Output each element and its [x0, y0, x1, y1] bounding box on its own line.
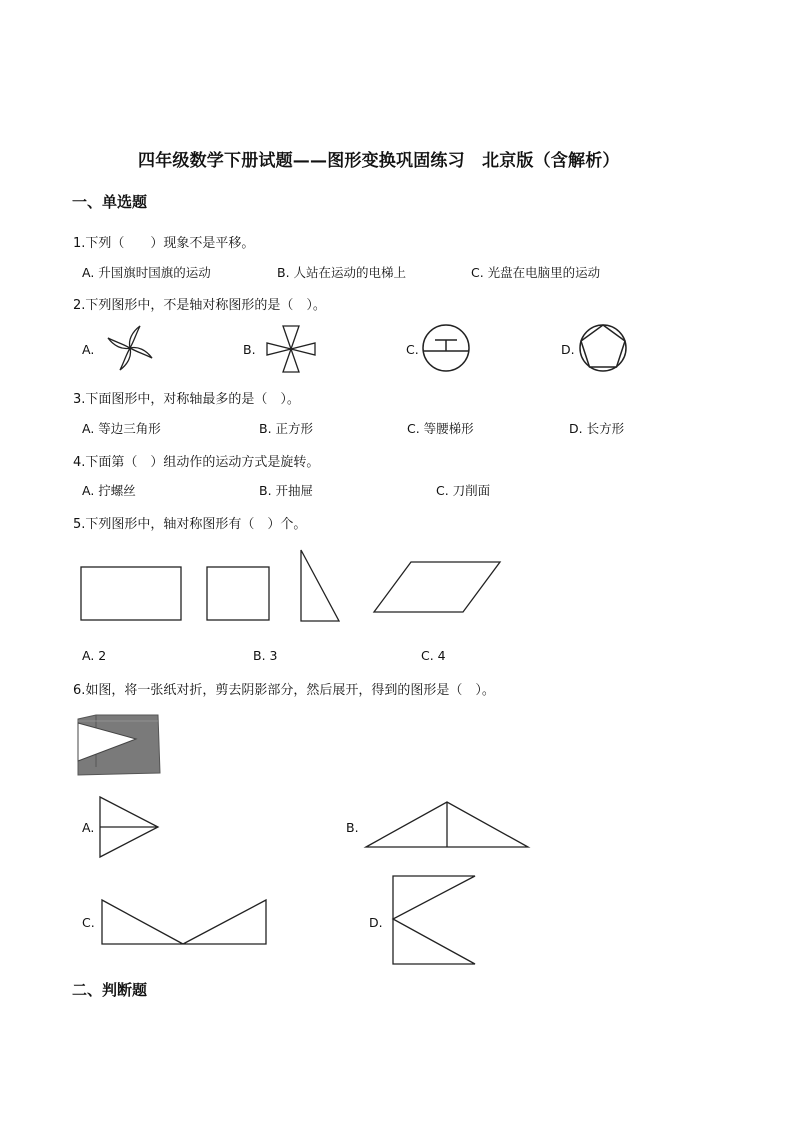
q1-option-b[interactable]: B. 人站在运动的电梯上	[277, 265, 407, 280]
rectangle-shape	[81, 567, 181, 620]
q4-option-a[interactable]: A. 拧螺丝	[82, 483, 136, 498]
q2-option-c[interactable]: C.	[406, 342, 419, 357]
q1-option-a[interactable]: A. 升国旗时国旗的运动	[82, 265, 211, 280]
q4-option-b[interactable]: B. 开抽屉	[259, 483, 314, 498]
q6-option-a[interactable]: A.	[82, 820, 95, 835]
bowtie-cross-figure	[265, 324, 317, 374]
q4-option-c[interactable]: C. 刀削面	[436, 483, 491, 498]
page-title: 四年级数学下册试题——图形变换巩固练习 北京版（含解析）	[138, 151, 620, 171]
q2-option-b[interactable]: B.	[243, 342, 256, 357]
question-2: 2.下列图形中，不是轴对称图形的是（ ）。	[73, 298, 326, 313]
q6-option-d[interactable]: D.	[369, 915, 383, 930]
q3-option-a[interactable]: A. 等边三角形	[82, 421, 161, 436]
section-heading-single-choice: 一、单选题	[72, 193, 148, 211]
question-1: 1.下列（ ）现象不是平移。	[73, 236, 255, 251]
q6-option-c[interactable]: C.	[82, 915, 95, 930]
q5-option-a[interactable]: A. 2	[82, 648, 107, 663]
q3-option-b[interactable]: B. 正方形	[259, 421, 314, 436]
q6-shape-a	[98, 795, 160, 859]
q5-option-c[interactable]: C. 4	[421, 648, 446, 663]
folded-paper-figure	[74, 709, 164, 779]
section-heading-true-false: 二、判断题	[72, 981, 148, 999]
q3-option-c[interactable]: C. 等腰梯形	[407, 421, 474, 436]
q2-option-d[interactable]: D.	[561, 342, 575, 357]
parallelogram-shape	[374, 562, 500, 612]
question-4: 4.下面第（ ）组动作的运动方式是旋转。	[73, 455, 320, 470]
q3-option-d[interactable]: D. 长方形	[569, 421, 625, 436]
q6-option-b[interactable]: B.	[346, 820, 359, 835]
q2-option-a[interactable]: A.	[82, 342, 95, 357]
q5-shapes	[80, 547, 520, 627]
q5-option-b[interactable]: B. 3	[253, 648, 278, 663]
q6-shape-c	[100, 898, 268, 946]
right-triangle-shape	[301, 550, 339, 621]
q1-option-c[interactable]: C. 光盘在电脑里的运动	[471, 265, 601, 280]
question-5: 5.下列图形中，轴对称图形有（ ）个。	[73, 517, 307, 532]
q6-shape-b	[364, 800, 530, 850]
pentagon-in-circle-figure	[578, 323, 628, 373]
q6-shape-d	[391, 874, 477, 966]
circle-glyph-figure	[421, 323, 471, 373]
question-3: 3.下面图形中，对称轴最多的是（ ）。	[73, 392, 300, 407]
pinwheel-figure	[105, 323, 155, 373]
question-6: 6.如图，将一张纸对折，剪去阴影部分，然后展开，得到的图形是（ ）。	[73, 683, 495, 698]
square-shape	[207, 567, 269, 620]
